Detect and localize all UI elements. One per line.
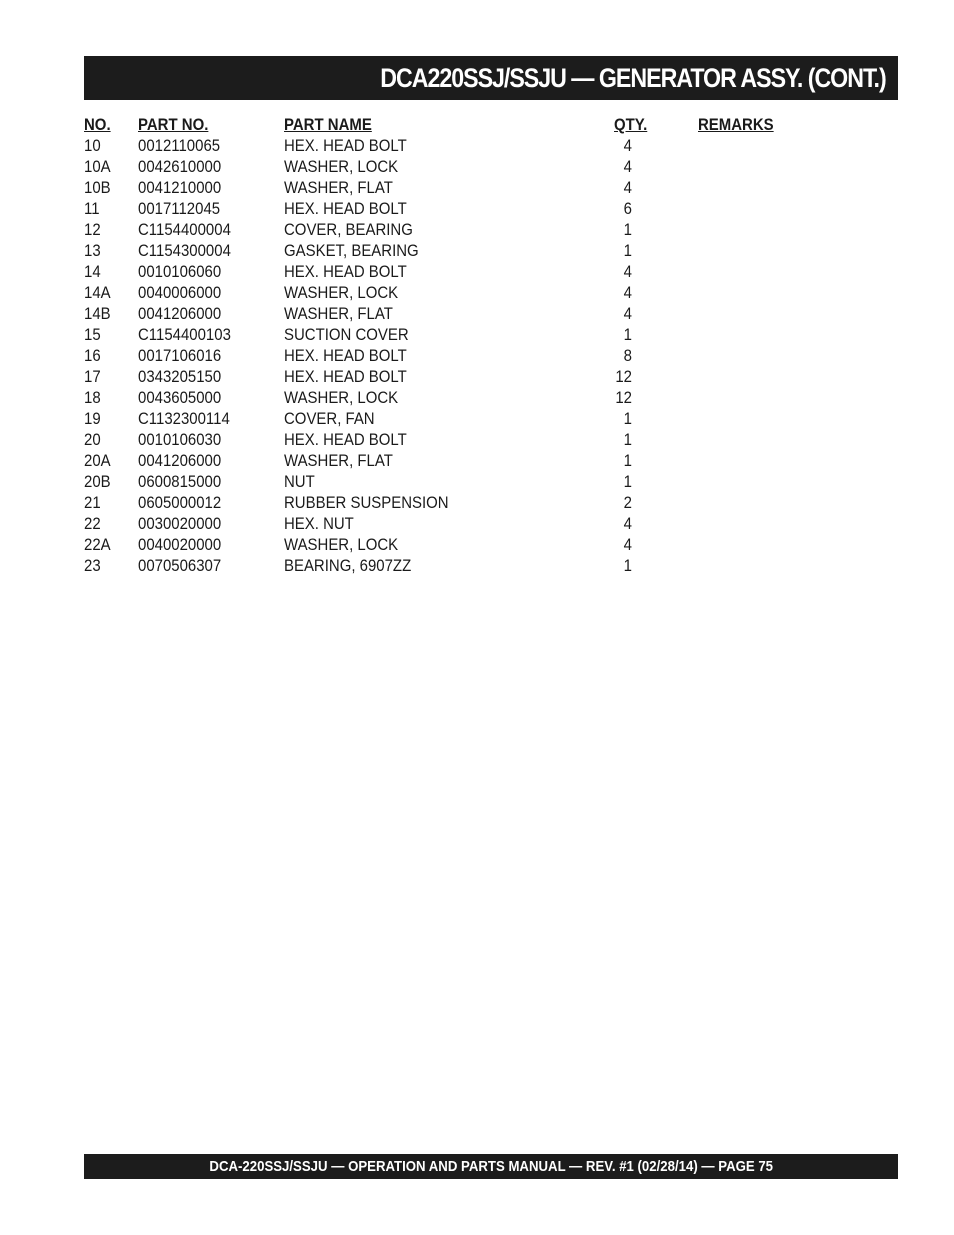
- cell-part-name: SUCTION COVER: [284, 325, 409, 344]
- cell-part-no: 0605000012: [138, 493, 222, 512]
- table-row: [84, 324, 804, 345]
- cell-qty: 1: [623, 325, 632, 344]
- cell-qty: 4: [623, 262, 632, 281]
- cell-part-name: BEARING, 6907ZZ: [284, 556, 412, 575]
- cell-part-name: WASHER, FLAT: [284, 304, 393, 323]
- cell-no: 10B: [84, 178, 111, 197]
- table-row: [84, 450, 804, 471]
- cell-qty: 4: [623, 514, 632, 533]
- table-row: [84, 261, 804, 282]
- cell-part-name: HEX. HEAD BOLT: [284, 430, 407, 449]
- cell-qty: 2: [623, 493, 632, 512]
- cell-qty: 4: [623, 136, 632, 155]
- table-row: [84, 471, 804, 492]
- table-header-row: [84, 114, 804, 135]
- table-row: [84, 240, 804, 261]
- cell-part-name: COVER, BEARING: [284, 220, 413, 239]
- cell-part-name: HEX. HEAD BOLT: [284, 199, 407, 218]
- column-header-remarks: REMARKS: [698, 115, 774, 134]
- table-row: [84, 345, 804, 366]
- cell-part-name: RUBBER SUSPENSION: [284, 493, 449, 512]
- table-row: [84, 513, 804, 534]
- parts-table: [84, 114, 804, 576]
- cell-part-no: C1154400004: [138, 220, 231, 239]
- table-row: [84, 282, 804, 303]
- cell-no: 15: [84, 325, 101, 344]
- cell-part-name: WASHER, FLAT: [284, 451, 393, 470]
- cell-no: 16: [84, 346, 101, 365]
- table-row: [84, 429, 804, 450]
- cell-part-no: 0040020000: [138, 535, 222, 554]
- cell-part-name: WASHER, LOCK: [284, 535, 399, 554]
- cell-no: 20: [84, 430, 101, 449]
- cell-qty: 1: [623, 472, 632, 491]
- cell-part-no: C1132300114: [138, 409, 230, 428]
- cell-no: 20A: [84, 451, 111, 470]
- table-row: [84, 555, 804, 576]
- table-row: [84, 198, 804, 219]
- cell-qty: 1: [623, 430, 632, 449]
- column-header-no: NO.: [84, 115, 111, 134]
- cell-no: 20B: [84, 472, 111, 491]
- cell-no: 23: [84, 556, 101, 575]
- cell-qty: 1: [623, 409, 632, 428]
- cell-part-no: 0010106060: [138, 262, 222, 281]
- table-row: [84, 408, 804, 429]
- cell-part-name: HEX. HEAD BOLT: [284, 346, 407, 365]
- cell-no: 19: [84, 409, 101, 428]
- cell-part-no: C1154300004: [138, 241, 231, 260]
- cell-part-no: 0600815000: [138, 472, 222, 491]
- table-row: [84, 135, 804, 156]
- cell-qty: 1: [623, 220, 632, 239]
- page-header-bar: [84, 56, 898, 100]
- cell-part-name: COVER, FAN: [284, 409, 375, 428]
- cell-part-no: 0041206000: [138, 304, 222, 323]
- cell-part-no: 0017112045: [138, 199, 221, 218]
- cell-no: 14B: [84, 304, 111, 323]
- table-row: [84, 492, 804, 513]
- cell-part-name: HEX. HEAD BOLT: [284, 367, 407, 386]
- cell-no: 13: [84, 241, 101, 260]
- cell-no: 21: [84, 493, 101, 512]
- cell-part-no: 0041210000: [138, 178, 222, 197]
- table-row: [84, 177, 804, 198]
- cell-no: 17: [84, 367, 101, 386]
- cell-qty: 4: [623, 304, 632, 323]
- cell-no: 14: [84, 262, 101, 281]
- footer-text: DCA-220SSJ/SSJU — OPERATION AND PARTS MANUAL — REV. #1 (02/28/14) — PAGE 75: [209, 1158, 773, 1175]
- cell-part-no: 0010106030: [138, 430, 222, 449]
- page-footer-bar: [84, 1154, 898, 1179]
- cell-qty: 8: [623, 346, 632, 365]
- cell-part-no: 0343205150: [138, 367, 222, 386]
- cell-no: 11: [84, 199, 100, 218]
- cell-qty: 4: [623, 535, 632, 554]
- cell-part-name: WASHER, FLAT: [284, 178, 393, 197]
- page-title: DCA220SSJ/SSJU — GENERATOR ASSY. (CONT.): [380, 63, 886, 93]
- cell-qty: 12: [615, 388, 632, 407]
- table-row: [84, 156, 804, 177]
- cell-no: 22: [84, 514, 101, 533]
- cell-qty: 4: [623, 157, 632, 176]
- column-header-part-name: PART NAME: [284, 115, 372, 134]
- cell-qty: 4: [623, 283, 632, 302]
- cell-part-no: 0043605000: [138, 388, 222, 407]
- cell-qty: 1: [623, 556, 632, 575]
- column-header-part-no: PART NO.: [138, 115, 209, 134]
- cell-part-name: NUT: [284, 472, 315, 491]
- cell-part-no: 0041206000: [138, 451, 222, 470]
- cell-part-no: 0040006000: [138, 283, 222, 302]
- table-row: [84, 534, 804, 555]
- table-row: [84, 387, 804, 408]
- table-row: [84, 366, 804, 387]
- cell-no: 10A: [84, 157, 111, 176]
- cell-part-no: 0030020000: [138, 514, 222, 533]
- table-row: [84, 219, 804, 240]
- cell-part-name: GASKET, BEARING: [284, 241, 419, 260]
- column-header-qty: QTY.: [614, 115, 648, 134]
- cell-part-no: 0042610000: [138, 157, 222, 176]
- cell-qty: 6: [623, 199, 632, 218]
- cell-no: 14A: [84, 283, 111, 302]
- cell-qty: 1: [623, 241, 632, 260]
- cell-qty: 4: [623, 178, 632, 197]
- cell-no: 10: [84, 136, 101, 155]
- cell-qty: 1: [623, 451, 632, 470]
- cell-qty: 12: [615, 367, 632, 386]
- cell-part-no: C1154400103: [138, 325, 231, 344]
- cell-no: 18: [84, 388, 101, 407]
- cell-part-name: WASHER, LOCK: [284, 283, 399, 302]
- cell-part-name: WASHER, LOCK: [284, 157, 399, 176]
- cell-part-name: HEX. HEAD BOLT: [284, 262, 407, 281]
- table-body: [84, 135, 804, 576]
- cell-part-name: HEX. HEAD BOLT: [284, 136, 407, 155]
- cell-no: 12: [84, 220, 101, 239]
- cell-part-name: HEX. NUT: [284, 514, 354, 533]
- cell-no: 22A: [84, 535, 111, 554]
- table-row: [84, 303, 804, 324]
- cell-part-name: WASHER, LOCK: [284, 388, 399, 407]
- cell-part-no: 0012110065: [138, 136, 221, 155]
- cell-part-no: 0070506307: [138, 556, 222, 575]
- cell-part-no: 0017106016: [138, 346, 222, 365]
